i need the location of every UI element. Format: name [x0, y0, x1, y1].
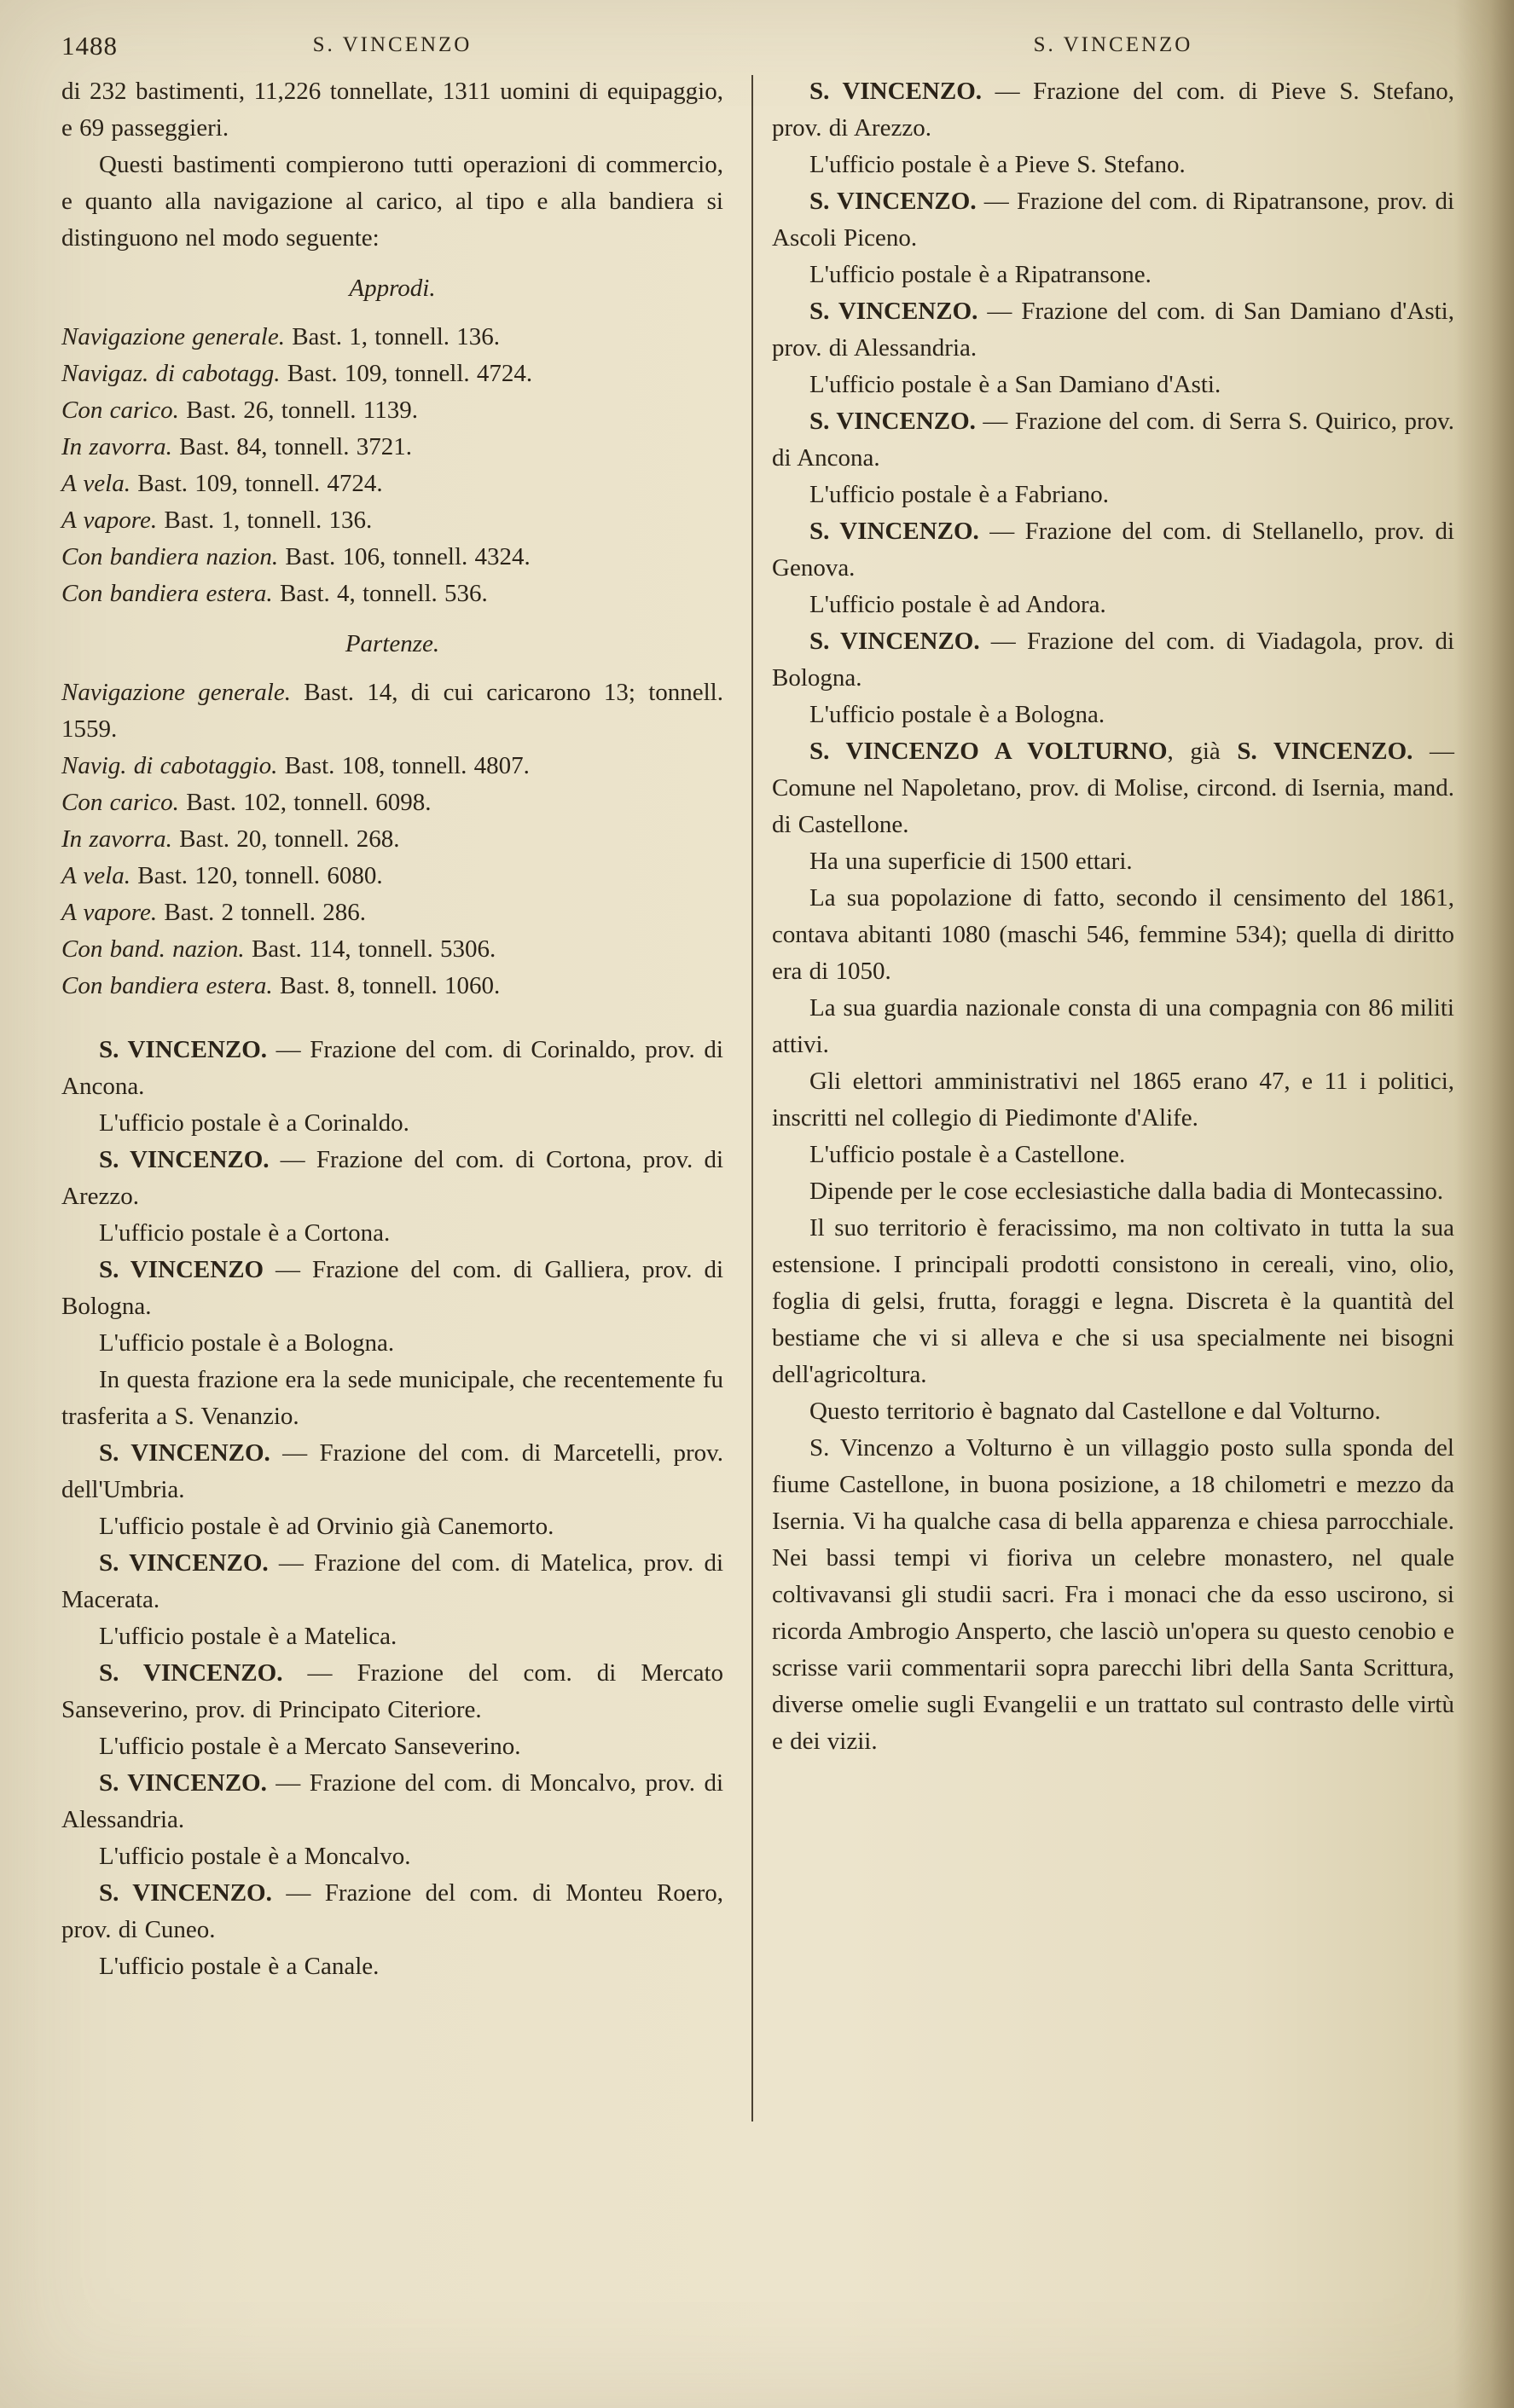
- text-segment: L'ufficio postale è a Mercato Sanseverino.: [99, 1733, 521, 1760]
- text-segment: Bast. 2 tonnell. 286.: [157, 899, 367, 926]
- text-segment: Con carico.: [61, 789, 179, 816]
- text-segment: Bast. 108, tonnell. 4807.: [277, 752, 530, 779]
- text-segment: S. VINCENZO.: [809, 518, 979, 545]
- text-segment: S. VINCENZO.: [99, 1146, 270, 1173]
- text-segment: — Frazione del com. di Viadagola, prov. di Bologna.: [772, 628, 1455, 692]
- text-segment: S. VINCENZO.: [99, 1549, 269, 1577]
- paragraph: [772, 733, 1454, 843]
- text-segment: In zavorra.: [61, 825, 172, 853]
- text-segment: Bast. 20, tonnell. 268.: [171, 825, 400, 853]
- text-segment: L'ufficio postale è a San Damiano d'Asti.: [809, 371, 1221, 398]
- text-segment: S. VINCENZO.: [99, 1439, 270, 1467]
- paragraph: [61, 1252, 723, 1325]
- text-segment: , già: [1167, 738, 1238, 765]
- text-segment: S. VINCENZO.: [99, 1769, 267, 1797]
- text-segment: Bast. 1, tonnell. 136.: [157, 506, 373, 534]
- paragraph: [772, 990, 1454, 1063]
- paragraph: [772, 1063, 1454, 1137]
- paragraph: [772, 73, 1454, 147]
- paragraph: [61, 894, 723, 931]
- paragraph: [772, 367, 1454, 403]
- text-segment: L'ufficio postale è a Bologna.: [809, 701, 1105, 728]
- text-segment: S. VINCENZO A VOLTURNO: [809, 738, 1168, 765]
- text-segment: L'ufficio postale è ad Orvinio già Canemorto.: [99, 1513, 554, 1540]
- text-segment: L'ufficio postale è a Castellone.: [809, 1141, 1126, 1168]
- text-segment: L'ufficio postale è a Bologna.: [99, 1329, 395, 1357]
- text-segment: — Comune nel Napoletano, prov. di Molise, circond. di Isernia, mand. di Castellone.: [772, 738, 1455, 838]
- text-segment: Bast. 4, tonnell. 536.: [272, 580, 488, 607]
- paragraph: [61, 429, 723, 466]
- paragraph: [772, 697, 1454, 733]
- text-segment: S. VINCENZO.: [809, 628, 980, 655]
- paragraph: [772, 183, 1454, 257]
- section-heading: [61, 626, 723, 663]
- text-segment: A vapore.: [61, 506, 158, 534]
- text-segment: — Frazione del com. di Monteu Roero, prov. di Cuneo.: [61, 1879, 723, 1943]
- text-segment: — Frazione del com. di Galliera, prov. di Bologna.: [61, 1256, 724, 1320]
- paragraph: [61, 968, 723, 1004]
- paragraph: [61, 1142, 723, 1215]
- text-segment: Ha una superficie di 1500 ettari.: [809, 848, 1133, 875]
- text-segment: L'ufficio postale è a Fabriano.: [809, 481, 1109, 508]
- paragraph: [61, 1105, 723, 1142]
- text-segment: Approdi.: [349, 275, 436, 302]
- paragraph: [61, 147, 723, 257]
- paragraph: [772, 147, 1454, 183]
- text-segment: S. VINCENZO.: [809, 78, 982, 105]
- paragraph: [61, 1765, 723, 1838]
- text-segment: Bast. 120, tonnell. 6080.: [131, 862, 383, 889]
- text-segment: Navig. di cabotaggio.: [61, 752, 278, 779]
- text-segment: A vela.: [61, 862, 131, 889]
- paragraph: [772, 843, 1454, 880]
- text-segment: Navigazione generale.: [61, 679, 291, 706]
- text-segment: S. VINCENZO: [99, 1256, 264, 1283]
- text-segment: A vapore.: [61, 899, 158, 926]
- text-segment: — Frazione del com. di Moncalvo, prov. di Alessandria.: [61, 1769, 723, 1833]
- text-segment: — Frazione del com. di Matelica, prov. di Macerata.: [61, 1549, 723, 1613]
- paragraph: [61, 1618, 723, 1655]
- text-segment: Bast. 114, tonnell. 5306.: [244, 935, 496, 963]
- section-heading: [61, 270, 723, 307]
- text-segment: — Frazione del com. di San Damiano d'Asti, prov. di Alessandria.: [772, 298, 1454, 362]
- text-segment: L'ufficio postale è a Moncalvo.: [99, 1843, 411, 1870]
- text-segment: S. VINCENZO.: [809, 188, 977, 215]
- text-segment: Con band. nazion.: [61, 935, 245, 963]
- paragraph: [772, 477, 1454, 513]
- paragraph: [772, 880, 1454, 990]
- left-column: [61, 73, 723, 1985]
- paragraph: [772, 513, 1454, 587]
- text-segment: — Frazione del com. di Ripatransone, prov. di Ascoli Piceno.: [772, 188, 1455, 252]
- text-segment: In zavorra.: [61, 433, 172, 460]
- text-segment: Con carico.: [61, 397, 179, 424]
- text-segment: Questo territorio è bagnato dal Castellone e dal Volturno.: [809, 1398, 1381, 1425]
- text-segment: — Frazione del com. di Marcetelli, prov. dell'Umbria.: [61, 1439, 724, 1503]
- text-segment: — Frazione del com. di Stellanello, prov. di Genova.: [772, 518, 1455, 582]
- text-segment: Bast. 109, tonnell. 4724.: [280, 360, 533, 387]
- text-segment: Bast. 1, tonnell. 136.: [284, 323, 501, 350]
- text-segment: S. VINCENZO.: [1237, 738, 1413, 765]
- paragraph: [61, 1325, 723, 1362]
- paragraph: [772, 1210, 1454, 1393]
- column-divider-rule: [751, 75, 753, 2121]
- text-segment: Con bandiera estera.: [61, 580, 273, 607]
- right-column: [772, 73, 1454, 1760]
- paragraph: [61, 1948, 723, 1985]
- text-segment: L'ufficio postale è a Ripatransone.: [809, 261, 1151, 288]
- paragraph: [61, 356, 723, 392]
- text-segment: Gli elettori amministrativi nel 1865 erano 47, e 11 i politici, inscritti nel collegio di Piedimonte d'Alife.: [772, 1068, 1454, 1132]
- paragraph: [61, 858, 723, 894]
- paragraph: [61, 821, 723, 858]
- text-segment: A vela.: [61, 470, 131, 497]
- paragraph: [772, 293, 1454, 367]
- page-header: [0, 31, 1514, 67]
- running-header-right: S. VINCENZO: [1033, 33, 1193, 56]
- text-segment: Con bandiera nazion.: [61, 543, 279, 570]
- text-segment: — Frazione del com. di Serra S. Quirico, prov. di Ancona.: [772, 408, 1455, 472]
- paragraph: [772, 257, 1454, 293]
- text-segment: Bast. 26, tonnell. 1139.: [178, 397, 418, 424]
- paragraph: [61, 1215, 723, 1252]
- paragraph: [61, 466, 723, 502]
- paragraph: [61, 1032, 723, 1105]
- paragraph: [61, 1435, 723, 1508]
- paragraph: [61, 392, 723, 429]
- paragraph: [772, 587, 1454, 623]
- text-segment: Con bandiera estera.: [61, 972, 273, 999]
- paragraph: [61, 319, 723, 356]
- text-segment: L'ufficio postale è a Cortona.: [99, 1219, 391, 1247]
- text-segment: Dipende per le cose ecclesiastiche dalla badia di Montecassino.: [809, 1178, 1444, 1205]
- text-segment: Partenze.: [345, 630, 440, 657]
- paragraph: [772, 403, 1454, 477]
- text-segment: S. VINCENZO.: [809, 298, 978, 325]
- running-header-left: S. VINCENZO: [312, 33, 473, 56]
- text-segment: S. VINCENZO.: [99, 1659, 283, 1687]
- page-number: 1488: [61, 31, 118, 61]
- paragraph: [772, 1137, 1454, 1173]
- text-segment: S. VINCENZO.: [809, 408, 976, 435]
- paragraph: [772, 1173, 1454, 1210]
- text-segment: L'ufficio postale è a Canale.: [99, 1953, 380, 1980]
- paragraph: [61, 1728, 723, 1765]
- text-segment: — Frazione del com. di Mercato Sanseverino, prov. di Principato Citeriore.: [61, 1659, 724, 1723]
- text-segment: La sua guardia nazionale consta di una compagnia con 86 militi attivi.: [772, 994, 1454, 1058]
- paragraph: [772, 1393, 1454, 1430]
- text-segment: Il suo territorio è feracissimo, ma non coltivato in tutta la sua estensione. I principali prodotti consistono in cereali, vino, olio, foglia di gelsi, frutta, foraggi e legna. Discreta è la quantità del bestiame che vi si alleva e che si usa specialmente nei bisogni dell'agricoltura.: [772, 1214, 1454, 1388]
- text-segment: In questa frazione era la sede municipale, che recentemente fu trasferita a S. Venanzio.: [61, 1366, 723, 1430]
- text-segment: L'ufficio postale è ad Andora.: [809, 591, 1106, 618]
- text-segment: S. VINCENZO.: [99, 1879, 272, 1907]
- text-segment: Bast. 84, tonnell. 3721.: [171, 433, 412, 460]
- paragraph: [61, 784, 723, 821]
- paragraph: [61, 1362, 723, 1435]
- text-segment: Navigaz. di cabotagg.: [61, 360, 281, 387]
- paragraph: [61, 502, 723, 539]
- text-segment: Bast. 106, tonnell. 4324.: [278, 543, 531, 570]
- text-segment: L'ufficio postale è a Matelica.: [99, 1623, 397, 1650]
- paragraph: [61, 748, 723, 784]
- text-segment: S. Vincenzo a Volturno è un villaggio posto sulla sponda del fiume Castellone, in buona posizione, a 18 chilometri e mezzo da Isernia. Vi ha qualche casa di bella apparenza e chiesa parrocchiale. Nei bassi tempi vi fioriva un celebre monastero, nel quale coltivavansi gli studii sacri. Fra i monaci che da esso uscirono, si ricorda Ambrogio Ansperto, che lasciò un'opera su questo cenobio e scrisse varii commentarii sopra parecchi libri della Santa Scrittura, diverse omelie sugli Evangelii e un trattato sul contrasto delle virtù e dei vizii.: [772, 1434, 1454, 1755]
- text-segment: — Frazione del com. di Cortona, prov. di Arezzo.: [61, 1146, 723, 1210]
- text-segment: L'ufficio postale è a Corinaldo.: [99, 1109, 409, 1137]
- text-segment: Navigazione generale.: [61, 323, 285, 350]
- paragraph: [772, 1430, 1454, 1760]
- text-segment: di 232 bastimenti, 11,226 tonnellate, 1311 uomini di equipaggio, e 69 passeggieri.: [61, 78, 723, 142]
- text-segment: Bast. 8, tonnell. 1060.: [272, 972, 501, 999]
- text-segment: Bast. 102, tonnell. 6098.: [178, 789, 432, 816]
- paragraph: [61, 73, 723, 147]
- paragraph: [61, 1545, 723, 1618]
- text-segment: — Frazione del com. di Pieve S. Stefano, prov. di Arezzo.: [772, 78, 1455, 142]
- text-segment: L'ufficio postale è a Pieve S. Stefano.: [809, 151, 1186, 178]
- paragraph: [61, 1875, 723, 1948]
- paragraph: [61, 1838, 723, 1875]
- text-segment: Questi bastimenti compierono tutti operazioni di commercio, e quanto alla navigazione al carico, al tipo e alla bandiera si distinguono nel modo seguente:: [61, 151, 723, 252]
- paragraph: [61, 674, 723, 748]
- paragraph: [61, 576, 723, 612]
- paragraph: [772, 623, 1454, 697]
- text-segment: Bast. 14, di cui caricarono 13; tonnell. 1559.: [61, 679, 723, 743]
- page-edge-shadow: [1454, 0, 1514, 2408]
- paragraph: [61, 931, 723, 968]
- paragraph: [61, 1508, 723, 1545]
- text-segment: S. VINCENZO.: [99, 1036, 268, 1063]
- text-segment: Bast. 109, tonnell. 4724.: [131, 470, 383, 497]
- text-segment: La sua popolazione di fatto, secondo il censimento del 1861, contava abitanti 1080 (maschi 546, femmine 534); quella di diritto era di 1050.: [772, 884, 1454, 985]
- paragraph: [61, 539, 723, 576]
- text-segment: — Frazione del com. di Corinaldo, prov. di Ancona.: [61, 1036, 723, 1100]
- paragraph: [61, 1655, 723, 1728]
